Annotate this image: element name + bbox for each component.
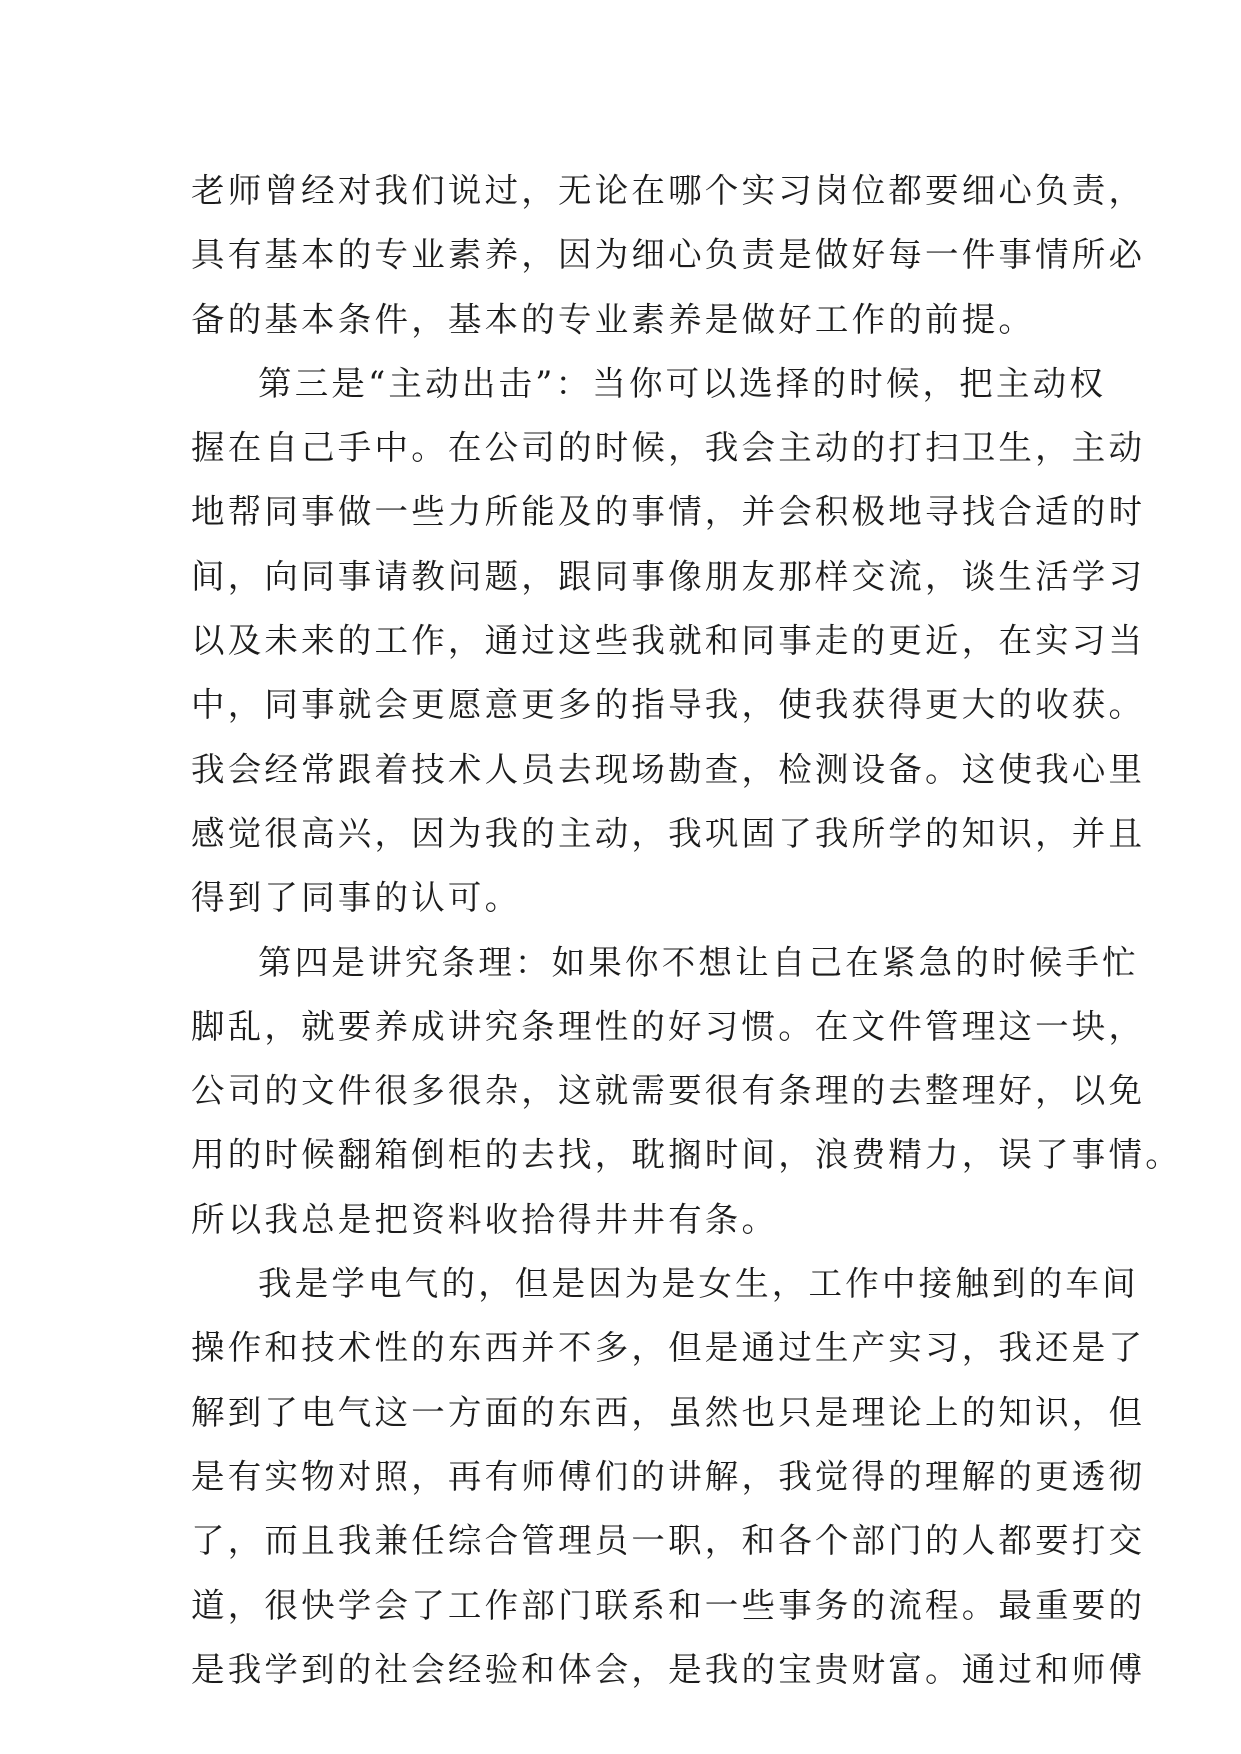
text-line-22: 了，而且我兼任综合管理员一职，和各个部门的人都要打交	[191, 1521, 1146, 1561]
text-line-9: 中，同事就会更愿意更多的指导我，使我获得更大的收获。	[191, 685, 1146, 725]
text-line-13: 第四是讲究条理：如果你不想让自己在紧急的时候手忙	[258, 942, 1139, 982]
text-line-17: 所以我总是把资料收拾得井井有条。	[191, 1199, 779, 1239]
text-line-1: 老师曾经对我们说过，无论在哪个实习岗位都要细心负责，	[191, 171, 1146, 210]
text-line-14: 脚乱，就要养成讲究条理性的好习惯。在文件管理这一块，	[191, 1006, 1146, 1046]
text-line-11: 感觉很高兴，因为我的主动，我巩固了我所学的知识，并且	[191, 813, 1146, 853]
text-line-16: 用的时候翻箱倒柜的去找，耽搁时间，浪费精力，误了事情。	[191, 1135, 1182, 1175]
text-line-15: 公司的文件很多很杂，这就需要很有条理的去整理好，以免	[191, 1071, 1146, 1111]
text-line-4: 第三是“主动出击”：当你可以选择的时候，把主动权	[258, 363, 1107, 403]
text-line-12: 得到了同事的认可。	[191, 878, 522, 918]
body-text	[191, 159, 1182, 1702]
text-line-18: 我是学电气的，但是因为是女生，工作中接触到的车间	[258, 1264, 1139, 1304]
text-line-8: 以及未来的工作，通过这些我就和同事走的更近，在实习当	[191, 621, 1146, 661]
text-line-6: 地帮同事做一些力所能及的事情，并会积极地寻找合适的时	[191, 492, 1146, 532]
text-line-3: 备的基本条件，基本的专业素养是做好工作的前提。	[191, 299, 1036, 339]
text-line-19: 操作和技术性的东西并不多，但是通过生产实习，我还是了	[191, 1328, 1146, 1368]
text-line-10: 我会经常跟着技术人员去现场勘查，检测设备。这使我心里	[191, 749, 1146, 789]
text-line-21: 是有实物对照，再有师傅们的讲解，我觉得的理解的更透彻	[191, 1456, 1146, 1496]
text-line-23: 道，很快学会了工作部门联系和一些事务的流程。最重要的	[191, 1585, 1146, 1625]
text-line-7: 间，向同事请教问题，跟同事像朋友那样交流，谈生活学习	[191, 556, 1146, 596]
text-line-20: 解到了电气这一方面的东西，虽然也只是理论上的知识，但	[191, 1392, 1146, 1432]
text-line-5: 握在自己手中。在公司的时候，我会主动的打扫卫生，主动	[191, 428, 1146, 468]
text-line-24: 是我学到的社会经验和体会，是我的宝贵财富。通过和师傅	[191, 1649, 1146, 1689]
text-line-2: 具有基本的专业素养，因为细心负责是做好每一件事情所必	[191, 235, 1146, 275]
